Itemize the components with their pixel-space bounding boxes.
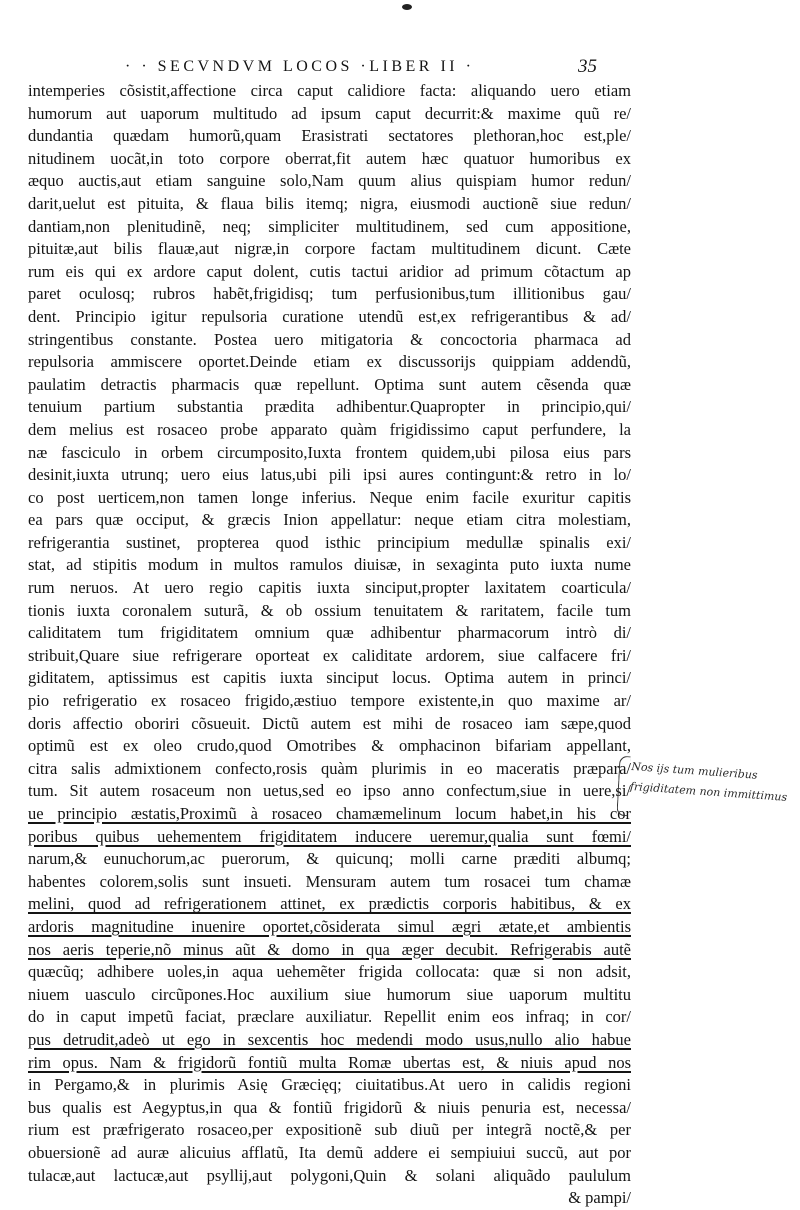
text-line: ardoris magnitudine inuenire oportet,cõsiderata simul ægri ætate,et ambientis	[28, 916, 631, 936]
page-number: 35	[578, 56, 597, 77]
text-line: pio refrigeratio ex rosaceo frigido,æstiuo tempore existente,in quo maxime ar/	[28, 691, 631, 711]
text-line: rum eis qui ex ardore caput dolent, cutis tactui aridior ad primum cõtactum ap	[28, 261, 631, 281]
text-line: bus qualis est Aegyptus,in qua & fontiũ frigidorũ & niuis penuria est, necessa/	[28, 1097, 631, 1117]
text-line: rim opus. Nam & frigidorũ fontiũ multa Romæ ubertas est, & niuis apud nos	[28, 1052, 631, 1072]
text-line: melini, quod ad refrigerationem attinet, ex prædictis corporis habitibus, & ex	[28, 894, 631, 914]
text-line: stringentibus constante. Postea uero mitigatoria & concoctoria pharmaca ad	[28, 329, 631, 349]
text-line: tenuium partium substantia prædita adhibentur.Quapropter in principio,qui/	[28, 397, 631, 417]
text-line: darit,uelut est pituita, & flaua bilis itemq; nigra, eiusmodi auctionẽ siue redun/	[28, 193, 631, 213]
text-line: poribus quibus uehementem frigiditatem inducere ueremur,qualia sunt fœmi/	[28, 826, 631, 846]
text-line: citra salis admixtionem confecto,rosis quàm plurimis in eo maceratis præpara/	[28, 758, 631, 778]
text-line: humorum aut uaporum multitudo ad ipsum caput decurrit:& maxime quũ re/	[28, 103, 631, 123]
text-line: nos aeris teperie,nõ minus aũt & domo in qua æger decubit. Refrigerabis autẽ	[28, 939, 631, 959]
text-line: obuersionẽ ad auræ alicuius afflatũ, Ita demũ addere ei sempiuiui succũ, aut por	[28, 1142, 631, 1162]
text-line: giditatem, aptissimus est capitis iuxta sinciput locus. Optima autem in princi/	[28, 668, 631, 688]
marginal-note-line: frigiditatem non immittimus	[629, 779, 788, 804]
text-line: nitudinem uocãt,in toto corpore oberrat,fit autem hæc quatuor humoribus ex	[28, 148, 631, 168]
text-line: habentes colorem,solis sunt insueti. Mensuram autem tum rosacei tum chamæ	[28, 871, 631, 891]
text-line: co post uerticem,non tamen longe inferius. Neque enim facile exuritur capitis	[28, 487, 631, 507]
text-line: refrigerantia sustinet, propterea quod isthic principium medullæ spinalis exi/	[28, 532, 631, 552]
text-line: & pampi/	[568, 1188, 631, 1208]
text-line: tionis iuxta coronalem suturã, & ob ossium tenuitatem & raritatem, facile tum	[28, 600, 631, 620]
text-line: ea pars quæ occiput, & græcis Inion appellatur: neque etiam citra molestiam,	[28, 510, 631, 530]
binding-mark	[402, 4, 412, 10]
text-line: pituitæ,aut bilis flauæ,aut nigræ,in corpore factam multitudinem dicunt. Cæte	[28, 239, 631, 259]
text-line: næ fasciculo in orbem circumposito,Iuxta frontem quidem,ubi pilosa eius pars	[28, 442, 631, 462]
text-line: rum neruos. At uero regio capitis iuxta sinciput,propter laxitatem coarticula/	[28, 578, 631, 598]
text-line: tulacæ,aut lactucæ,aut psyllij,aut polygoni,Quin & solani aliquãdo paululum	[28, 1165, 631, 1185]
text-line: intemperies cõsistit,affectione circa caput calidiore facta: aliquando uero etiam	[28, 81, 631, 100]
text-line: pus detrudit,adeò ut ego in sexcentis hoc medendi modo usus,nullo alio habue	[28, 1029, 631, 1049]
text-line: paulatim detractis pharmacis quæ repellunt. Optima sunt autem cẽsenda quæ	[28, 374, 631, 394]
text-line: narum,& eunuchorum,ac puerorum, & quicunq; molli carne præditi albumq;	[28, 849, 631, 869]
text-line: tum. Sit autem rosaceum non uetus,sed eo ipso anno confectum,siue in uere,si/	[28, 781, 631, 801]
running-head: · · SECVNDVM LOCOS ·LIBER II ·	[125, 58, 475, 75]
text-line: dundantia quædam humorũ,quam Erasistrati sectatores plethoran,hoc est,ple/	[28, 126, 631, 146]
text-line: dantiam,non plenitudinẽ, neq; simpliciter multitudinem, sed cum appositione,	[28, 216, 631, 236]
text-line: niuem uasculo circũpones.Hoc auxilium siue humorum siue uaporum multitu	[28, 984, 631, 1004]
text-line: quæcũq; adhibere uoles,in aqua uehemẽter frigida collocata: quæ si non adsit,	[28, 962, 631, 982]
text-line: ue principio æstatis,Proximũ à rosaceo chamæmelinum locum habet,in his cor	[28, 804, 631, 823]
marginal-note-line: Nos ijs tum mulieribus	[630, 759, 758, 782]
text-line: æquo auctis,aut etiam sanguine solo,Nam quum alius quispiam humor redun/	[28, 171, 631, 191]
text-line: desinit,iuxta utrunq; uero eius latus,ubi pili ipsi aures contingunt:& retro in lo/	[28, 465, 631, 485]
text-line: dem melius est rosaceo probe apparato quàm frigidissimo caput perfundere, la	[28, 419, 631, 439]
text-line: repulsoria ammiscere oportet.Deinde etiam ex discussorijs quippiam addendũ,	[28, 352, 631, 372]
text-line: optimũ est ex oleo crudo,quod Omotribes & omphacinon bifariam appellant,	[28, 736, 631, 756]
text-line: doris affectio oboriri cõsueuit. Dictũ autem est mihi de rosaceo iam sæpe,quod	[28, 713, 631, 733]
body-text	[28, 80, 631, 1210]
text-line: rium est præfrigerato rosaceo,per expositionẽ sub diuũ per integrã noctẽ,& per	[28, 1120, 631, 1140]
text-line: dent. Principio igitur repulsoria curatione utendũ est,ex refrigerantibus & ad/	[28, 306, 631, 326]
handwritten-marginal-note	[629, 757, 799, 809]
text-line: in Pergamo,& in plurimis Asię Græcięq; ciuitatibus.At uero in calidis regioni	[28, 1075, 631, 1095]
text-line: paret oculosq; rubros habẽt,frigidisq; tum perfusionibus,tum illitionibus gau/	[28, 284, 631, 304]
text-line: stribuit,Quare siue refrigerare oporteat ex caliditate ardorem, siue calfacere fri/	[28, 645, 631, 665]
text-line: caliditatem tum frigiditatem omnium quæ adhibentur pharmacorum intrò di/	[28, 623, 631, 643]
text-line: do in caput impetũ faciat, præclare auxiliatur. Repellit enim eos infraq; in cor/	[28, 1007, 631, 1027]
text-line: stat, ad stipitis modum in multos ramulos diuisæ, in sexaginta puto iuxta nume	[28, 555, 631, 575]
